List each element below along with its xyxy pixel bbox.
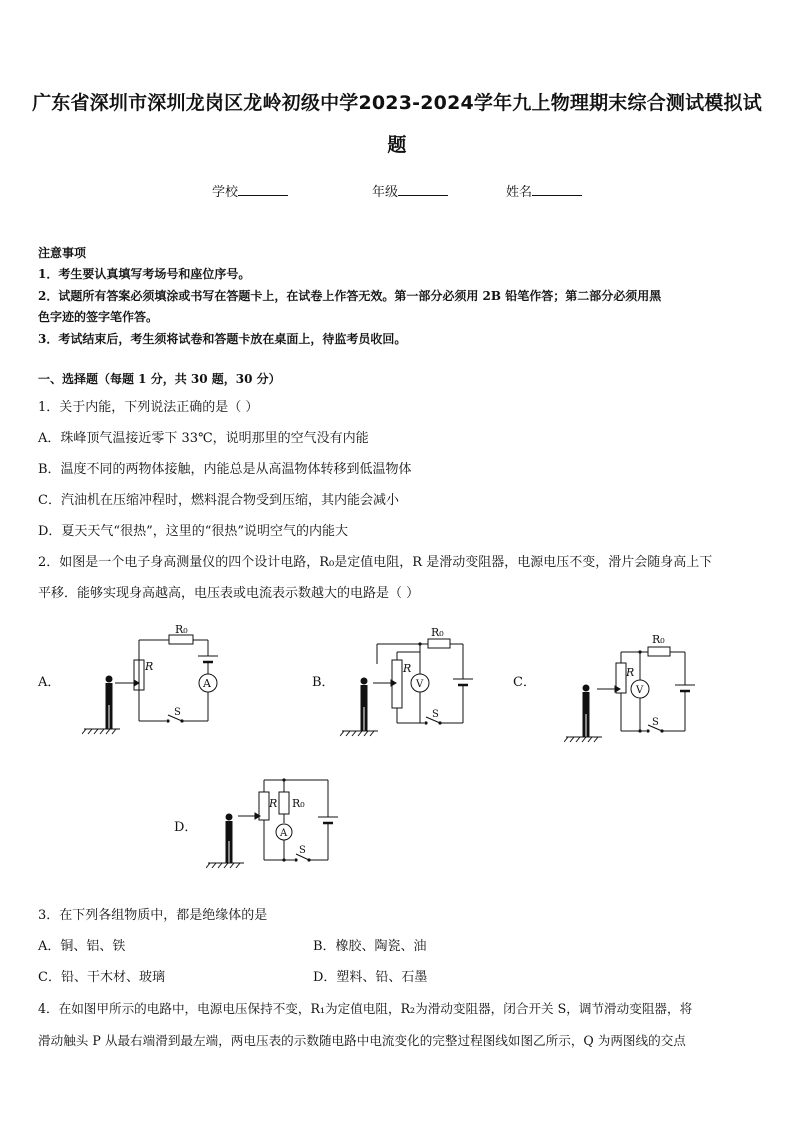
school-label: 学校 <box>212 185 239 200</box>
circuit-c-switch-label: S <box>652 717 659 728</box>
circuit-b-switch-label: S <box>432 709 439 720</box>
grade-label: 年级 <box>372 185 399 200</box>
q1-option-d: D．夏天天气“很热”，这里的“很热”说明空气的内能大 <box>38 524 349 539</box>
circuit-b-voltmeter-label: V <box>416 679 424 690</box>
notice-heading: 注意事项 <box>38 246 87 260</box>
circuit-d-r-label: R <box>269 797 278 810</box>
q3-stem: 3．在下列各组物质中，都是绝缘体的是 <box>38 908 268 923</box>
circuit-d-switch-label: S <box>299 845 306 856</box>
circuit-d-ammeter-label: A <box>280 828 288 839</box>
q4-line1: 4．在如图甲所示的电路中，电源电压保持不变，R₁为定值电阻，R₂为滑动变阻器，闭合开关 S，调节滑动变阻器，将 <box>38 1001 693 1016</box>
q2-label-a: A． <box>38 675 61 690</box>
notice-item-3: 3．考试结束后，考生须将试卷和答题卡放在桌面上，待监考员收回。 <box>38 332 407 346</box>
circuit-a-switch-label: S <box>174 707 181 718</box>
circuit-b-r-label: R <box>403 662 412 675</box>
q2-stem-line2: 平移．能够实现身高越高，电压表或电流表示数越大的电路是（ ） <box>38 586 420 601</box>
grade-field <box>372 181 448 200</box>
circuit-diagram-b <box>340 622 480 737</box>
exam-title-line2: 题 <box>387 134 407 156</box>
exam-title-line1: 广东省深圳市深圳龙岗区龙岭初级中学2023-2024学年九上物理期末综合测试模拟试 <box>32 92 762 114</box>
notice-item-2: 2．试题所有答案必须填涂或书写在答题卡上，在试卷上作答无效。第一部分必须用 2B 铅笔作答；第二部分必须用黑 <box>38 289 662 303</box>
section-heading: 一、选择题（每题 1 分，共 30 题，30 分） <box>38 372 281 386</box>
q4-line2: 滑动触头 P 从最右端滑到最左端，两电压表的示数随电路中电流变化的完整过程图线如图乙所示，Q 为两图线的交点 <box>38 1033 686 1048</box>
q2-label-d: D． <box>174 820 198 835</box>
name-field <box>506 181 582 200</box>
grade-blank <box>398 183 448 196</box>
q1-option-a: A．珠峰顶气温接近零下 33℃，说明那里的空气没有内能 <box>38 431 369 446</box>
q3-option-b: B．橡胶、陶瓷、油 <box>313 939 427 954</box>
notice-item-2-cont: 色字迹的签字笔作答。 <box>38 310 159 324</box>
q3-option-d: D．塑料、铅、石墨 <box>313 970 428 985</box>
q2-stem-line1: 2．如图是一个电子身高测量仪的四个设计电路，R₀是定值电阻，R 是滑动变阻器，电源电压不变，滑片会随身高上下 <box>38 555 713 570</box>
school-blank <box>238 183 288 196</box>
q3-option-a: A．铜、铝、铁 <box>38 939 126 954</box>
circuit-d-r0-label: R₀ <box>292 797 305 810</box>
circuit-diagram-d <box>206 770 346 870</box>
circuit-a-r0-label: R₀ <box>175 623 188 636</box>
name-label: 姓名 <box>506 185 533 200</box>
circuit-diagram-c <box>564 628 704 743</box>
q1-option-c: C．汽油机在压缩冲程时，燃料混合物受到压缩，其内能会减小 <box>38 493 399 508</box>
q3-option-c: C．铅、干木材、玻璃 <box>38 970 165 985</box>
q1-option-b: B．温度不同的两物体接触，内能总是从高温物体转移到低温物体 <box>38 462 412 477</box>
circuit-c-voltmeter-label: V <box>636 685 644 696</box>
q2-label-c: C． <box>513 675 536 690</box>
name-blank <box>532 183 582 196</box>
school-field <box>212 181 288 200</box>
notice-item-1: 1．考生要认真填写考场号和座位序号。 <box>38 267 251 281</box>
circuit-a-r-label: R <box>145 660 154 673</box>
circuit-a-ammeter-label: A <box>203 677 211 690</box>
q2-label-b: B． <box>312 675 335 690</box>
circuit-diagram-a <box>82 620 232 735</box>
circuit-c-r-label: R <box>626 666 635 679</box>
circuit-c-r0-label: R₀ <box>652 633 665 646</box>
circuit-b-r0-label: R₀ <box>431 626 444 639</box>
q1-stem: 1．关于内能，下列说法正确的是（ ） <box>38 400 259 415</box>
